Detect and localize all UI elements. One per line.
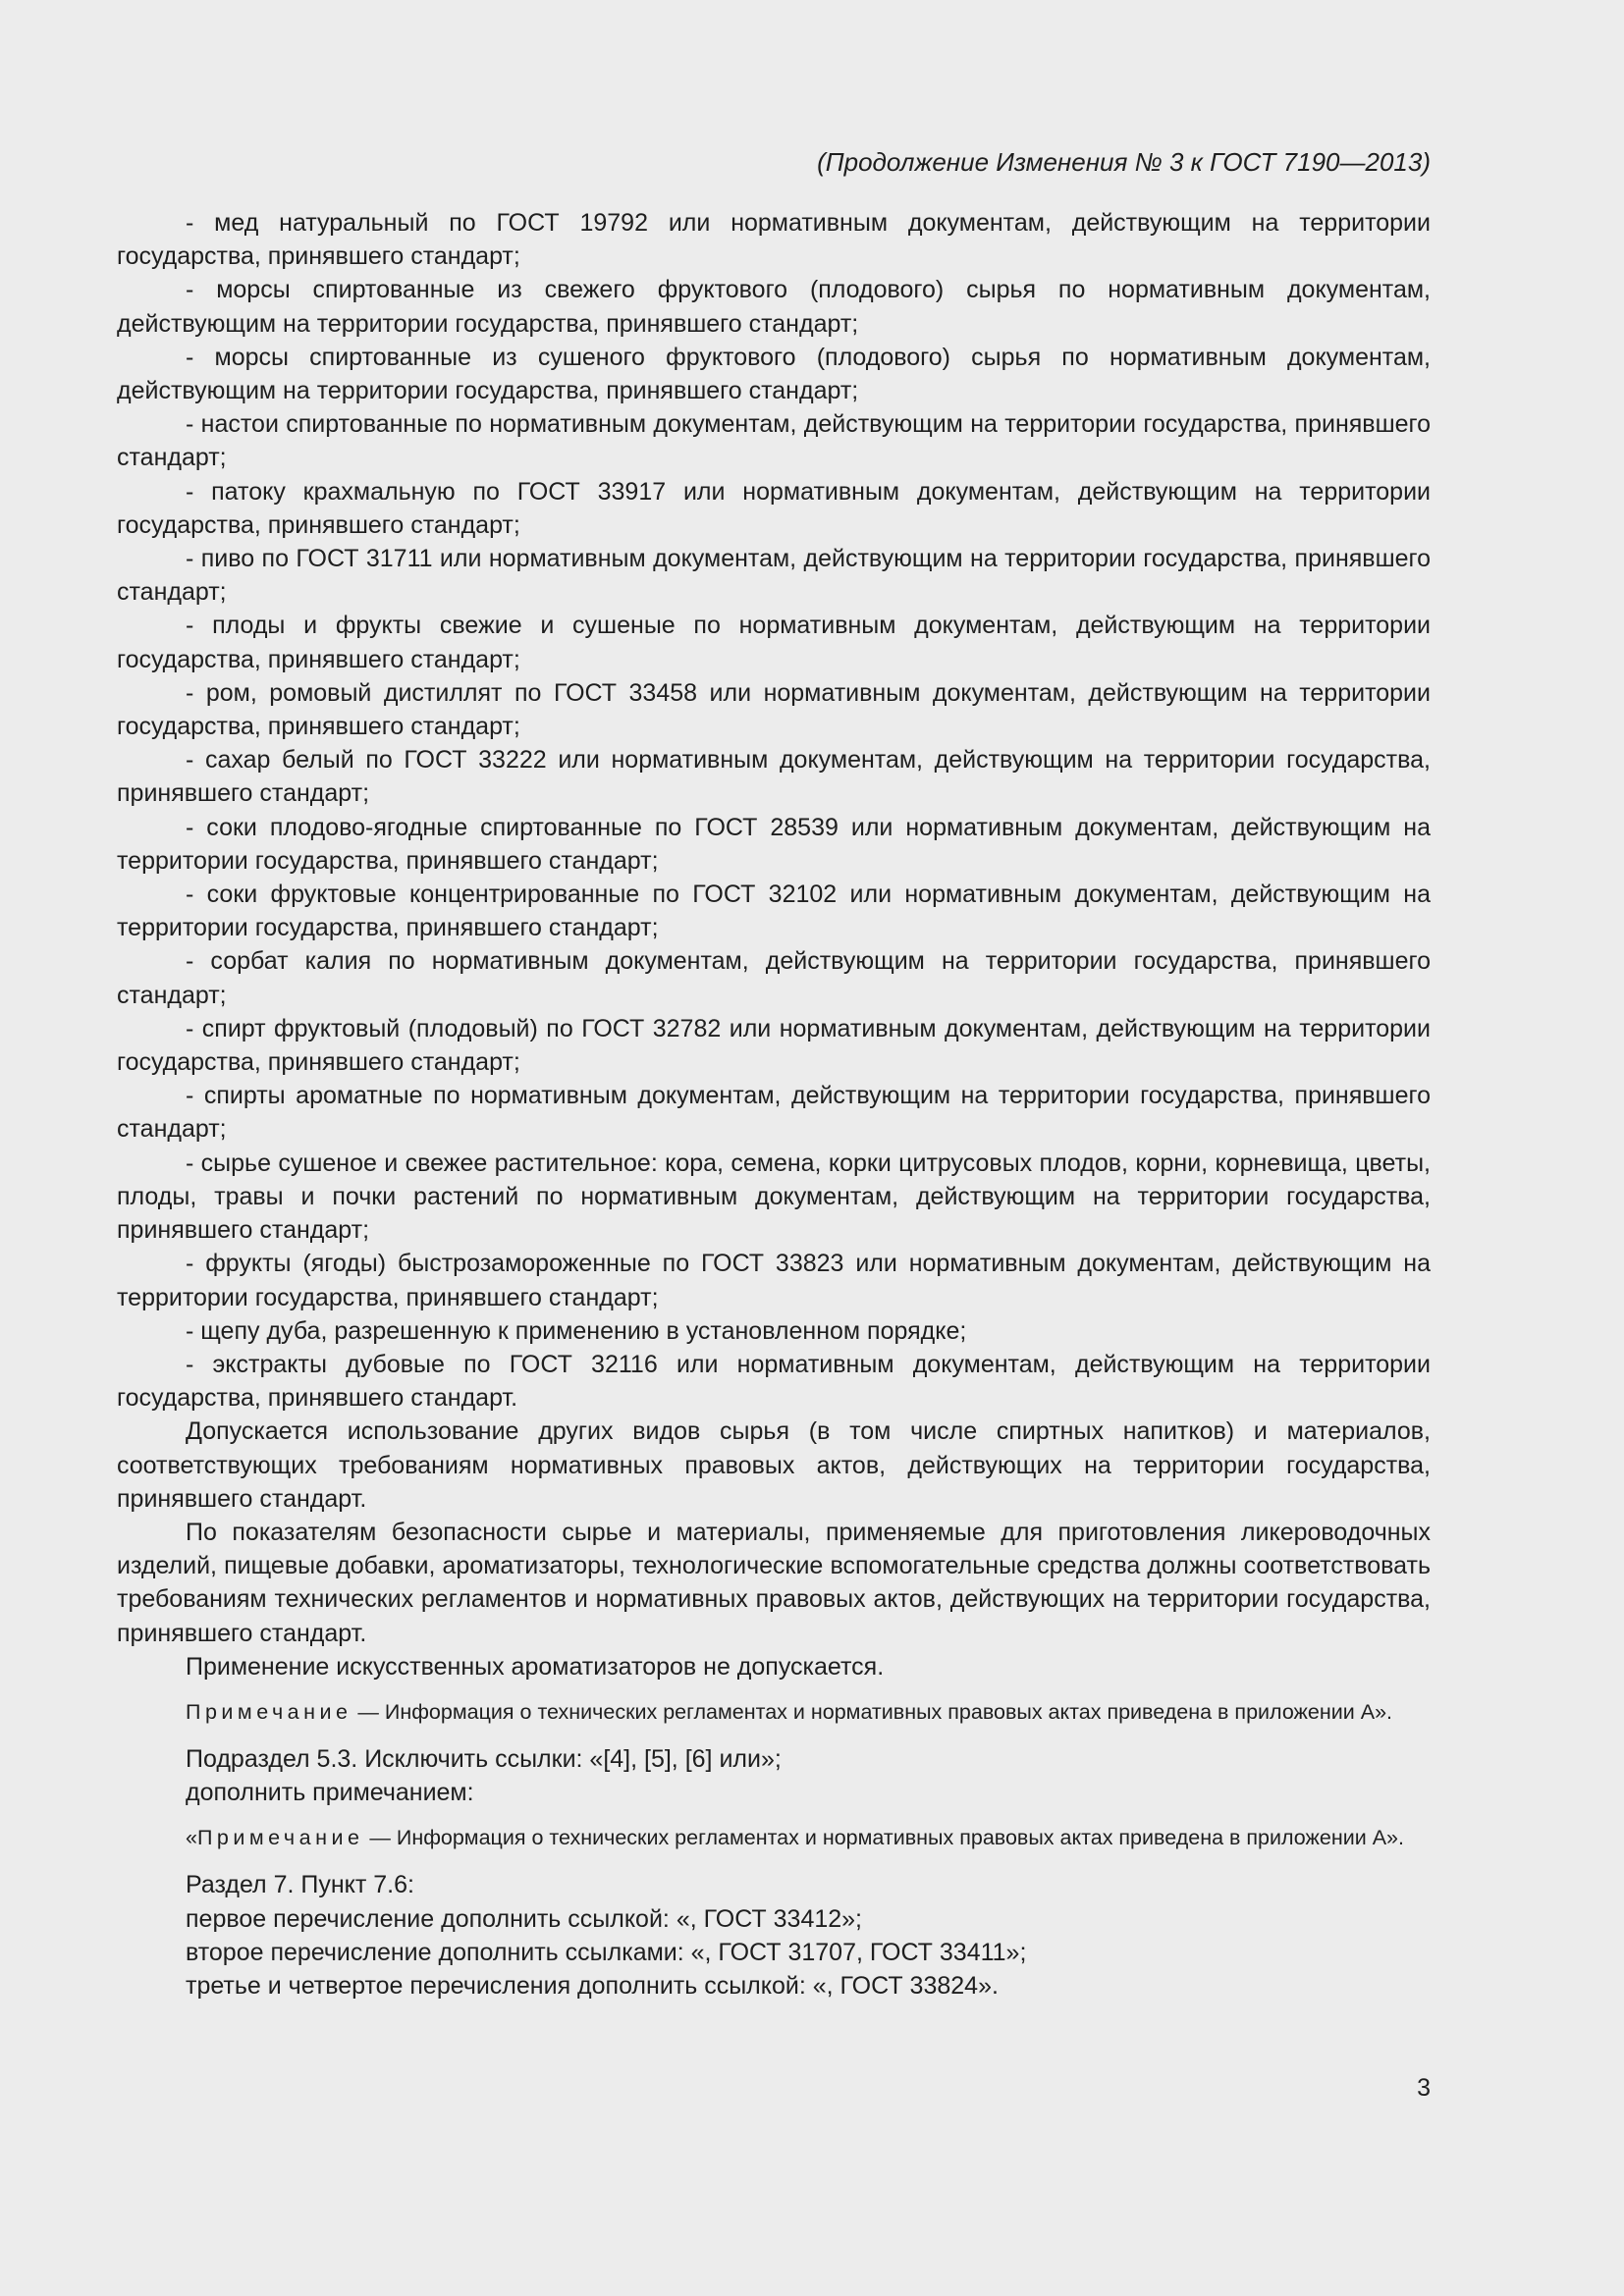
page-number: 3 bbox=[1417, 2074, 1431, 2102]
paragraph-8: - ром, ромовый дистиллят по ГОСТ 33458 или нормативным документам, действующим на территории государства, принявшего стандарт; bbox=[117, 678, 1431, 741]
section-5-3-line-2: дополнить примечанием: bbox=[186, 1779, 474, 1807]
paragraph-14: - спирты ароматные по нормативным документам, действующим на территории государства, принявшего стандарт; bbox=[117, 1082, 1431, 1144]
paragraph-17: - щепу дуба, разрешенную к применению в установленном порядке; bbox=[186, 1316, 967, 1345]
paragraph-2: - морсы спиртованные из свежего фруктового (плодового) сырья по нормативным документам, действующим на территории государства, принявшего стандарт; bbox=[117, 276, 1431, 338]
paragraph-19: Допускается использование других видов сырья (в том числе спиртных напитков) и материалов, соответствующих требованиям нормативных правовых актов, действующих на территории государства, принявшего стандарт. bbox=[117, 1417, 1431, 1513]
paragraph-6: - пиво по ГОСТ 31711 или нормативным документам, действующим на территории государства, принявшего стандарт; bbox=[117, 545, 1431, 607]
note-2-text: — Информация о технических регламентах и нормативных правовых актах приведена в приложении А». bbox=[363, 1826, 1404, 1850]
paragraph-18: - экстракты дубовые по ГОСТ 32116 или нормативным документам, действующим на территории государства, принявшего стандарт. bbox=[117, 1350, 1431, 1413]
paragraph-15: - сырье сушеное и свежее растительное: кора, семена, корки цитрусовых плодов, корни, корневища, цветы, плоды, травы и почки растений по нормативным документам, действующим на территории государства, принявшего стандарт; bbox=[117, 1148, 1431, 1245]
paragraph-16: - фрукты (ягоды) быстрозамороженные по ГОСТ 33823 или нормативным документам, действующим на территории государства, принявшего стандарт; bbox=[117, 1250, 1431, 1311]
paragraph-1: - мед натуральный по ГОСТ 19792 или нормативным документам, действующим на территории государства, принявшего стандарт; bbox=[117, 209, 1431, 271]
section-5-3-line-1: Подраздел 5.3. Исключить ссылки: «[4], [5], [6] или»; bbox=[186, 1744, 782, 1773]
section-5-3 bbox=[117, 1742, 1431, 1809]
note-2 bbox=[117, 1823, 1431, 1852]
paragraph-10: - соки плодово-ягодные спиртованные по ГОСТ 28539 или нормативным документам, действующим на территории государства, принявшего стандарт; bbox=[117, 813, 1431, 875]
paragraph-20: По показателям безопасности сырье и материалы, применяемые для приготовления ликероводочных изделий, пищевые добавки, ароматизаторы, технологические вспомогательные средства должны соответствовать требованиям технических регламентов и нормативных правовых актов, действующих на территории государства, принявшего стандарт. bbox=[117, 1518, 1431, 1647]
note-1-text: — Информация о технических регламентах и нормативных правовых актах приведена в приложении А». bbox=[352, 1699, 1393, 1724]
paragraph-9: - сахар белый по ГОСТ 33222 или нормативным документам, действующим на территории государства, принявшего стандарт; bbox=[117, 746, 1431, 808]
paragraph-11: - соки фруктовые концентрированные по ГОСТ 32102 или нормативным документам, действующим на территории государства, принявшего стандарт; bbox=[117, 881, 1431, 942]
section-7 bbox=[117, 1868, 1431, 2002]
note-1-label: Примечание bbox=[186, 1699, 352, 1724]
section-7-line-4: третье и четвертое перечисления дополнить ссылкой: «, ГОСТ 33824». bbox=[186, 1971, 999, 2000]
section-7-line-2: первое перечисление дополнить ссылкой: «, ГОСТ 33412»; bbox=[186, 1904, 863, 1933]
note-2-prefix: « bbox=[186, 1826, 197, 1850]
paragraph-21: Применение искусственных ароматизаторов не допускается. bbox=[186, 1652, 885, 1681]
paragraph-7: - плоды и фрукты свежие и сушеные по нормативным документам, действующим на территории государства, принявшего стандарт; bbox=[117, 612, 1431, 673]
paragraph-5: - патоку крахмальную по ГОСТ 33917 или нормативным документам, действующим на территории государства, принявшего стандарт; bbox=[117, 477, 1431, 539]
note-1 bbox=[117, 1697, 1431, 1727]
note-2-label: Примечание bbox=[196, 1826, 364, 1850]
paragraph-3: - морсы спиртованные из сушеного фруктового (плодового) сырья по нормативным документам, действующим на территории государства, принявшего стандарт; bbox=[117, 343, 1431, 405]
section-7-line-3: второе перечисление дополнить ссылками: «, ГОСТ 31707, ГОСТ 33411»; bbox=[186, 1938, 1027, 1966]
paragraph-13: - спирт фруктовый (плодовый) по ГОСТ 32782 или нормативным документам, действующим на территории государства, принявшего стандарт; bbox=[117, 1014, 1431, 1077]
paragraph-12: - сорбат калия по нормативным документам, действующим на территории государства, принявшего стандарт; bbox=[117, 947, 1431, 1009]
document-body bbox=[117, 206, 1431, 2002]
page-header: (Продолжение Изменения № 3 к ГОСТ 7190—2013) bbox=[817, 147, 1431, 177]
section-7-line-1: Раздел 7. Пункт 7.6: bbox=[186, 1871, 414, 1899]
paragraph-4: - настои спиртованные по нормативным документам, действующим на территории государства, принявшего стандарт; bbox=[117, 410, 1431, 472]
